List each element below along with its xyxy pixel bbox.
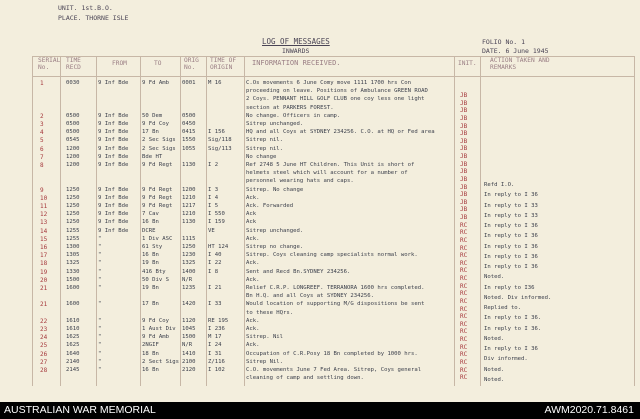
initials-entry: RC bbox=[460, 297, 468, 305]
page-title: LOG OF MESSAGES bbox=[262, 37, 330, 46]
log-cell-serial: 28 bbox=[40, 367, 48, 374]
column-header-action: ACTION TAKEN AND REMARKS bbox=[490, 57, 550, 71]
log-cell-origin: Sig/118 bbox=[208, 137, 232, 144]
log-cell-to: 61 Sty bbox=[142, 244, 163, 250]
log-cell-to: 16 Bn bbox=[142, 367, 159, 373]
log-cell-time: 1250 bbox=[66, 186, 80, 193]
log-cell-orig: 0415 bbox=[182, 129, 196, 136]
log-cell-origin: M 17 bbox=[208, 334, 222, 341]
log-cell-info: Sitrep. No change bbox=[246, 186, 304, 193]
initials-entry: RC bbox=[460, 252, 468, 260]
log-cell-from: 9 Inf Bde bbox=[98, 219, 129, 226]
log-cell-from: 9 Inf Bde bbox=[98, 194, 129, 201]
column-header-time-recd: TIME RECD bbox=[66, 57, 81, 71]
log-cell-info: Ack. bbox=[246, 260, 260, 267]
log-cell-origin: RE 195 bbox=[208, 317, 229, 324]
log-cell-info: proceeding on leave. Positions of Ambulance GREEN ROAD bbox=[246, 88, 428, 95]
log-cell-info: No change. Officers in camp. bbox=[246, 112, 341, 119]
log-cell-serial: 18 bbox=[40, 260, 48, 268]
log-cell-time: 0500 bbox=[66, 121, 80, 127]
log-cell-serial: 10 bbox=[40, 194, 48, 202]
log-cell-origin: Z/116 bbox=[208, 358, 225, 365]
log-cell-to: 9 Fd Regt bbox=[142, 186, 173, 193]
log-cell-time: 1625 bbox=[66, 334, 80, 341]
log-cell-serial: 11 bbox=[40, 203, 48, 210]
log-cell-info: Ref 2748 5 June HT Children. This Unit is short of bbox=[246, 162, 415, 168]
log-cell-serial: 17 bbox=[40, 252, 48, 260]
log-cell-time: 1250 bbox=[66, 211, 80, 218]
log-cell-orig: 1325 bbox=[182, 260, 196, 267]
column-header-initials: INIT. bbox=[458, 60, 477, 67]
log-cell-serial: 12 bbox=[40, 211, 48, 219]
log-cell-to: 1 Div ASC bbox=[142, 235, 173, 242]
action-entry: In reply to I 36. bbox=[484, 325, 542, 332]
action-entry: In reply to I 36 bbox=[484, 346, 538, 352]
log-cell-time: 0030 bbox=[66, 80, 80, 86]
log-cell-orig: 1045 bbox=[182, 326, 196, 332]
log-cell-serial: 15 bbox=[40, 235, 48, 243]
log-cell-serial: 5 bbox=[40, 137, 44, 145]
log-cell-orig: 2120 bbox=[182, 367, 196, 373]
initials-entry: JB bbox=[460, 153, 468, 160]
log-cell-origin: I 22 bbox=[208, 260, 222, 267]
log-cell-from: " bbox=[98, 235, 102, 242]
log-cell-to: 16 Bn bbox=[142, 219, 159, 226]
initials-entry: JB bbox=[460, 183, 468, 191]
log-cell-from: " bbox=[98, 252, 102, 259]
log-cell-serial: 6 bbox=[40, 145, 44, 153]
column-rule bbox=[96, 56, 97, 386]
log-cell-orig: 0500 bbox=[182, 112, 196, 119]
action-entry: Noted. bbox=[484, 335, 505, 342]
initials-entry: JB bbox=[460, 206, 468, 214]
log-cell-from: " bbox=[98, 358, 102, 365]
log-cell-to: 9 Fd Coy bbox=[142, 317, 169, 324]
log-cell-info: Relief C.R.P. LONGREEF. TERRANORA 1600 hrs completed. bbox=[246, 285, 425, 291]
log-cell-to: 18 Bn bbox=[142, 350, 159, 357]
column-header-time-of-origin: TIME OF ORIGIN bbox=[210, 57, 237, 71]
log-cell-to: 17 Bn bbox=[142, 129, 159, 136]
column-header-to: TO bbox=[154, 60, 162, 67]
log-cell-origin: I 8 bbox=[208, 268, 219, 275]
column-rule bbox=[454, 56, 455, 386]
log-cell-time: 2145 bbox=[66, 367, 80, 373]
log-cell-info: Bn H.Q. and all Coys at SYDNEY 234256. bbox=[246, 293, 374, 300]
log-cell-orig: N/R bbox=[182, 276, 193, 283]
log-cell-time: 1200 bbox=[66, 162, 80, 168]
initials-entry: RC bbox=[460, 358, 468, 366]
action-entry: Noted. bbox=[484, 274, 505, 281]
log-cell-from: 9 Inf Bde bbox=[98, 137, 129, 144]
log-cell-origin: I 102 bbox=[208, 367, 225, 373]
log-cell-from: " bbox=[98, 317, 102, 324]
log-cell-to: 2NGIF bbox=[142, 342, 159, 349]
action-entry: Replied to. bbox=[484, 305, 522, 311]
log-cell-time: 1200 bbox=[66, 153, 80, 160]
action-entry: Noted. bbox=[484, 376, 505, 383]
log-cell-to: 9 Fd Coy bbox=[142, 121, 169, 127]
document-date: DATE. 6 June 1945 bbox=[482, 47, 549, 55]
log-cell-info: Sitrep unchanged. bbox=[246, 121, 304, 127]
log-cell-orig: 1210 bbox=[182, 211, 196, 218]
log-cell-serial: 9 bbox=[40, 186, 44, 194]
log-cell-info: cleaning of camp and settling down. bbox=[246, 375, 364, 382]
log-cell-info: Ack. bbox=[246, 317, 260, 324]
action-entry: Noted. bbox=[484, 366, 505, 373]
log-cell-info: Would location of supporting M/G dispositions be sent bbox=[246, 301, 425, 308]
column-header-information: INFORMATION RECEIVED. bbox=[252, 59, 341, 67]
action-entry: In reply to I 36 bbox=[484, 233, 538, 240]
log-cell-time: 0500 bbox=[66, 112, 80, 119]
log-cell-serial: 19 bbox=[40, 268, 48, 276]
log-cell-from: 9 Inf Bde bbox=[98, 227, 129, 234]
log-cell-to: 9 Fd Regt bbox=[142, 162, 173, 168]
log-cell-info: section at PARKERS FOREST. bbox=[246, 104, 334, 111]
header-bottom-rule bbox=[32, 76, 634, 77]
log-cell-orig: 1130 bbox=[182, 162, 196, 168]
log-cell-info: to these HQrs. bbox=[246, 309, 294, 316]
log-cell-orig: 1420 bbox=[182, 301, 196, 308]
footer-strip bbox=[0, 402, 640, 419]
log-cell-from: 9 Inf Bde bbox=[98, 80, 129, 86]
action-entry: In reply to I 33 bbox=[484, 212, 538, 219]
log-cell-origin: VE bbox=[208, 227, 215, 234]
log-cell-origin: I 2 bbox=[208, 162, 219, 168]
log-cell-origin: I 40 bbox=[208, 252, 222, 259]
initials-entry: JB bbox=[460, 99, 468, 107]
log-cell-orig: 1200 bbox=[182, 186, 196, 193]
initials-entry: RC bbox=[460, 282, 468, 290]
initials-entry: JB bbox=[460, 114, 468, 122]
log-cell-serial: 20 bbox=[40, 276, 48, 284]
action-entry: In reply to I 36 bbox=[484, 243, 538, 250]
log-cell-info: HQ and all Coys at SYDNEY 234256. C.O. at HQ or Fed area bbox=[246, 129, 435, 136]
initials-entry: JB bbox=[460, 145, 468, 153]
action-entry: Refd I.O. bbox=[484, 182, 515, 188]
log-cell-to: 19 Bn bbox=[142, 285, 159, 291]
log-cell-from: 9 Inf Bde bbox=[98, 129, 129, 136]
unit-line: UNIT. 1st.B.O. bbox=[58, 4, 113, 12]
initials-entry: RC bbox=[460, 336, 468, 344]
log-cell-origin: I 3 bbox=[208, 186, 219, 193]
footer-accession-number: AWM2020.71.8461 bbox=[544, 404, 634, 416]
log-cell-origin: I 5 bbox=[208, 203, 219, 209]
log-cell-info: Sitrep no change. bbox=[246, 244, 304, 250]
initials-entry: RC bbox=[460, 221, 468, 229]
log-cell-info: Sitrep. Coys cleaning camp specialists normal work. bbox=[246, 252, 418, 259]
log-cell-from: " bbox=[98, 367, 102, 373]
log-cell-serial: 3 bbox=[40, 121, 44, 128]
header-top-rule bbox=[32, 56, 634, 57]
log-cell-time: 1600 bbox=[66, 301, 80, 308]
log-cell-time: 1250 bbox=[66, 194, 80, 201]
log-cell-orig: 1235 bbox=[182, 285, 196, 291]
column-header-from: FROM bbox=[112, 60, 127, 67]
log-cell-to: 416 Bty bbox=[142, 268, 166, 275]
action-entry: Div informed. bbox=[484, 356, 528, 363]
log-cell-to: 16 Bn bbox=[142, 252, 159, 259]
initials-entry: JB bbox=[460, 130, 468, 138]
log-cell-time: 1255 bbox=[66, 227, 80, 234]
initials-entry: RC bbox=[460, 229, 468, 237]
folio-number: FOLIO No. 1 bbox=[482, 38, 526, 46]
log-cell-serial: 16 bbox=[40, 244, 48, 251]
log-cell-serial: 25 bbox=[40, 342, 48, 350]
log-cell-info: personnel wearing hats and caps. bbox=[246, 178, 354, 185]
log-cell-orig: 1400 bbox=[182, 268, 196, 275]
page-subtitle: INWARDS bbox=[282, 47, 310, 55]
log-cell-serial: 4 bbox=[40, 129, 44, 137]
log-cell-info: C.Os movements 6 June Comy move 1111 1700 hrs Con bbox=[246, 80, 412, 86]
log-cell-time: 1200 bbox=[66, 145, 80, 152]
column-rule bbox=[480, 56, 481, 386]
log-cell-serial: 23 bbox=[40, 326, 48, 333]
log-cell-time: 1500 bbox=[66, 276, 80, 283]
log-cell-orig: 1115 bbox=[182, 235, 196, 242]
log-cell-to: 19 Bn bbox=[142, 260, 159, 267]
log-cell-time: 1330 bbox=[66, 268, 80, 275]
initials-entry: RC bbox=[460, 320, 468, 328]
column-rule bbox=[206, 56, 207, 386]
log-cell-from: " bbox=[98, 342, 102, 349]
log-cell-serial: 24 bbox=[40, 334, 48, 342]
log-cell-orig: 1250 bbox=[182, 244, 196, 250]
log-cell-from: " bbox=[98, 268, 102, 275]
action-entry: In reply to I 33 bbox=[484, 202, 538, 209]
initials-entry: RC bbox=[460, 259, 468, 267]
action-entry: In reply to I 36 bbox=[484, 192, 538, 199]
log-cell-origin: Sig/113 bbox=[208, 145, 232, 152]
log-cell-origin: M 16 bbox=[208, 80, 222, 86]
log-cell-to: 7 Cav bbox=[142, 211, 159, 218]
log-cell-orig: 1210 bbox=[182, 194, 196, 201]
log-cell-from: " bbox=[98, 326, 102, 332]
log-cell-origin: I 159 bbox=[208, 219, 225, 226]
log-cell-time: 1250 bbox=[66, 203, 80, 209]
initials-entry: JB bbox=[460, 137, 468, 145]
log-cell-time: 1325 bbox=[66, 260, 80, 267]
log-cell-info: C.O. movements June 7 Fed Area. Sitrep, Coys general bbox=[246, 367, 422, 373]
log-cell-orig: 2100 bbox=[182, 358, 196, 365]
log-cell-origin: I 21 bbox=[208, 285, 222, 291]
initials-entry: RC bbox=[460, 275, 468, 283]
log-cell-info: No change bbox=[246, 153, 277, 160]
log-cell-info: helmets steel which will account for a number of bbox=[246, 170, 408, 177]
log-cell-from: " bbox=[98, 334, 102, 341]
log-cell-orig: 1230 bbox=[182, 252, 196, 259]
log-cell-orig: 1130 bbox=[182, 219, 196, 226]
initials-entry: JB bbox=[460, 168, 468, 176]
log-cell-orig: 1550 bbox=[182, 137, 196, 144]
log-cell-from: 9 Inf Bde bbox=[98, 186, 129, 193]
initials-entry: JB bbox=[460, 160, 468, 168]
initials-entry: RC bbox=[460, 328, 468, 336]
column-rule bbox=[180, 56, 181, 386]
initials-entry: JB bbox=[460, 191, 468, 199]
log-cell-serial: 1 bbox=[40, 80, 44, 87]
log-cell-from: 9 Inf Bde bbox=[98, 203, 129, 209]
log-cell-time: 1625 bbox=[66, 342, 80, 349]
column-rule bbox=[32, 56, 33, 386]
log-cell-time: 1255 bbox=[66, 235, 80, 242]
log-cell-orig: 1500 bbox=[182, 334, 196, 341]
initials-entry: JB bbox=[460, 198, 468, 206]
log-cell-serial: 22 bbox=[40, 317, 48, 325]
log-cell-to: 9 Fd Regt bbox=[142, 194, 173, 201]
log-cell-from: 9 Inf Bde bbox=[98, 121, 129, 127]
column-rule bbox=[244, 56, 245, 386]
log-cell-from: " bbox=[98, 301, 102, 308]
log-cell-time: 1250 bbox=[66, 219, 80, 226]
initials-entry: RC bbox=[460, 374, 468, 382]
log-cell-serial: 21 bbox=[40, 301, 48, 309]
log-cell-origin: I 236 bbox=[208, 326, 225, 332]
initials-entry: JB bbox=[460, 107, 468, 115]
log-cell-to: 9 Fd Regt bbox=[142, 203, 173, 209]
log-cell-to: 9 Fd Amb bbox=[142, 334, 169, 341]
log-cell-origin: HT 124 bbox=[208, 244, 229, 250]
log-cell-info: 2 Coys. PENNANT HILL GOLF CLUB one coy less one light bbox=[246, 96, 425, 103]
log-cell-orig: N/R bbox=[182, 342, 193, 349]
column-rule bbox=[634, 56, 635, 386]
log-cell-from: 9 Inf Bde bbox=[98, 153, 129, 160]
log-cell-time: 0500 bbox=[66, 129, 80, 136]
log-cell-to: Bde HT bbox=[142, 153, 163, 160]
log-cell-info: Sent and Recd Bn.SYDNEY 234256. bbox=[246, 268, 351, 275]
initials-entry: RC bbox=[460, 305, 468, 313]
log-cell-info: Ack bbox=[246, 219, 257, 226]
log-cell-from: " bbox=[98, 350, 102, 357]
log-cell-orig: 1055 bbox=[182, 145, 196, 152]
column-rule bbox=[140, 56, 141, 386]
log-cell-time: 1305 bbox=[66, 252, 80, 259]
log-cell-time: 1300 bbox=[66, 244, 80, 250]
log-cell-origin: I 24 bbox=[208, 342, 222, 349]
log-cell-info: Sitrep Nil. bbox=[246, 358, 284, 365]
log-cell-serial: 27 bbox=[40, 358, 48, 366]
log-cell-to: 50 Dem bbox=[142, 112, 163, 119]
log-cell-orig: 1217 bbox=[182, 203, 196, 209]
log-cell-from: 9 Inf Bde bbox=[98, 211, 129, 218]
log-cell-from: " bbox=[98, 276, 102, 283]
log-cell-time: 1640 bbox=[66, 350, 80, 357]
log-cell-orig: 1410 bbox=[182, 350, 196, 357]
log-cell-serial: 26 bbox=[40, 350, 48, 358]
column-rule bbox=[60, 56, 61, 386]
log-cell-from: 9 Inf Bde bbox=[98, 145, 129, 152]
log-cell-time: 1600 bbox=[66, 285, 80, 291]
log-cell-orig: 0001 bbox=[182, 80, 196, 86]
action-entry: In reply to I 36 bbox=[484, 223, 538, 229]
log-cell-info: Ack. bbox=[246, 194, 260, 201]
log-cell-to: 50 Div S bbox=[142, 276, 169, 283]
initials-entry: JB bbox=[460, 175, 468, 183]
action-entry: In reply to I 36. bbox=[484, 315, 542, 322]
action-entry: In reply to I 36 bbox=[484, 264, 538, 270]
footer-institution: AUSTRALIAN WAR MEMORIAL bbox=[4, 404, 156, 416]
log-cell-to: 17 Bn bbox=[142, 301, 159, 308]
log-cell-serial: 21 bbox=[40, 285, 48, 292]
log-cell-from: 9 Inf Bde bbox=[98, 162, 129, 168]
initials-entry: JB bbox=[460, 92, 468, 99]
log-cell-orig: 0450 bbox=[182, 121, 196, 127]
log-cell-to: 2 Sec Sigs bbox=[142, 145, 176, 152]
action-entry: Noted. Div informed. bbox=[484, 294, 552, 301]
log-cell-info: Ack. bbox=[246, 326, 260, 332]
log-cell-serial: 7 bbox=[40, 153, 44, 161]
log-cell-time: 1610 bbox=[66, 326, 80, 332]
initials-entry: RC bbox=[460, 343, 468, 351]
log-cell-info: Ack. bbox=[246, 342, 260, 349]
action-entry: In reply to I 36 bbox=[484, 253, 538, 260]
log-cell-serial: 8 bbox=[40, 162, 44, 169]
log-cell-origin: I 156 bbox=[208, 129, 225, 136]
initials-entry: RC bbox=[460, 366, 468, 374]
log-cell-info: Ack. bbox=[246, 276, 260, 283]
column-header-serial: SERIAL No. bbox=[38, 57, 61, 71]
log-cell-origin: I 550 bbox=[208, 211, 225, 218]
log-cell-info: Sitrep unchanged. bbox=[246, 227, 304, 234]
log-cell-from: " bbox=[98, 285, 102, 291]
log-cell-from: " bbox=[98, 244, 102, 250]
log-cell-from: 9 Inf Bde bbox=[98, 112, 129, 119]
log-cell-origin: I 33 bbox=[208, 301, 222, 308]
log-cell-to: 1 Aust Div bbox=[142, 326, 176, 332]
log-cell-info: Sitrep. Nil bbox=[246, 334, 284, 341]
log-cell-info: Ack. bbox=[246, 235, 260, 242]
log-cell-to: 2 Sect Sigs bbox=[142, 358, 180, 365]
log-cell-time: 0545 bbox=[66, 137, 80, 144]
log-cell-to: 2 Sec Sigs bbox=[142, 137, 176, 144]
initials-entry: RC bbox=[460, 290, 468, 298]
initials-entry: RC bbox=[460, 244, 468, 252]
log-cell-info: Ack. Forwarded bbox=[246, 203, 294, 209]
initials-entry: JB bbox=[460, 122, 468, 130]
initials-entry: RC bbox=[460, 267, 468, 275]
initials-entry: RC bbox=[460, 351, 468, 359]
initials-entry: RC bbox=[460, 236, 468, 244]
log-cell-orig: 1120 bbox=[182, 317, 196, 324]
log-cell-info: Sitrep nil. bbox=[246, 137, 284, 144]
log-cell-origin: I 31 bbox=[208, 350, 222, 357]
initials-entry: JB bbox=[460, 214, 468, 222]
column-header-orig-no: ORIG No. bbox=[184, 57, 199, 71]
initials-entry: RC bbox=[460, 313, 468, 321]
place-line: PLACE. THORNE ISLE bbox=[58, 14, 129, 22]
log-cell-time: 1610 bbox=[66, 317, 80, 324]
log-cell-serial: 14 bbox=[40, 227, 48, 235]
log-cell-serial: 13 bbox=[40, 219, 48, 227]
log-cell-to: 9 Fd Amb bbox=[142, 80, 169, 86]
log-cell-info: Sitrep nil. bbox=[246, 145, 284, 152]
log-cell-serial: 2 bbox=[40, 112, 44, 120]
log-cell-to: DCRE bbox=[142, 227, 156, 234]
log-cell-from: " bbox=[98, 260, 102, 267]
log-cell-info: Ack bbox=[246, 211, 257, 218]
log-cell-time: 2140 bbox=[66, 358, 80, 365]
action-entry: In reply to I36 bbox=[484, 284, 535, 291]
log-cell-origin: I 4 bbox=[208, 194, 219, 201]
log-cell-info: Occupation of C.R.Posy 18 Bn completed by 1000 hrs. bbox=[246, 350, 418, 357]
